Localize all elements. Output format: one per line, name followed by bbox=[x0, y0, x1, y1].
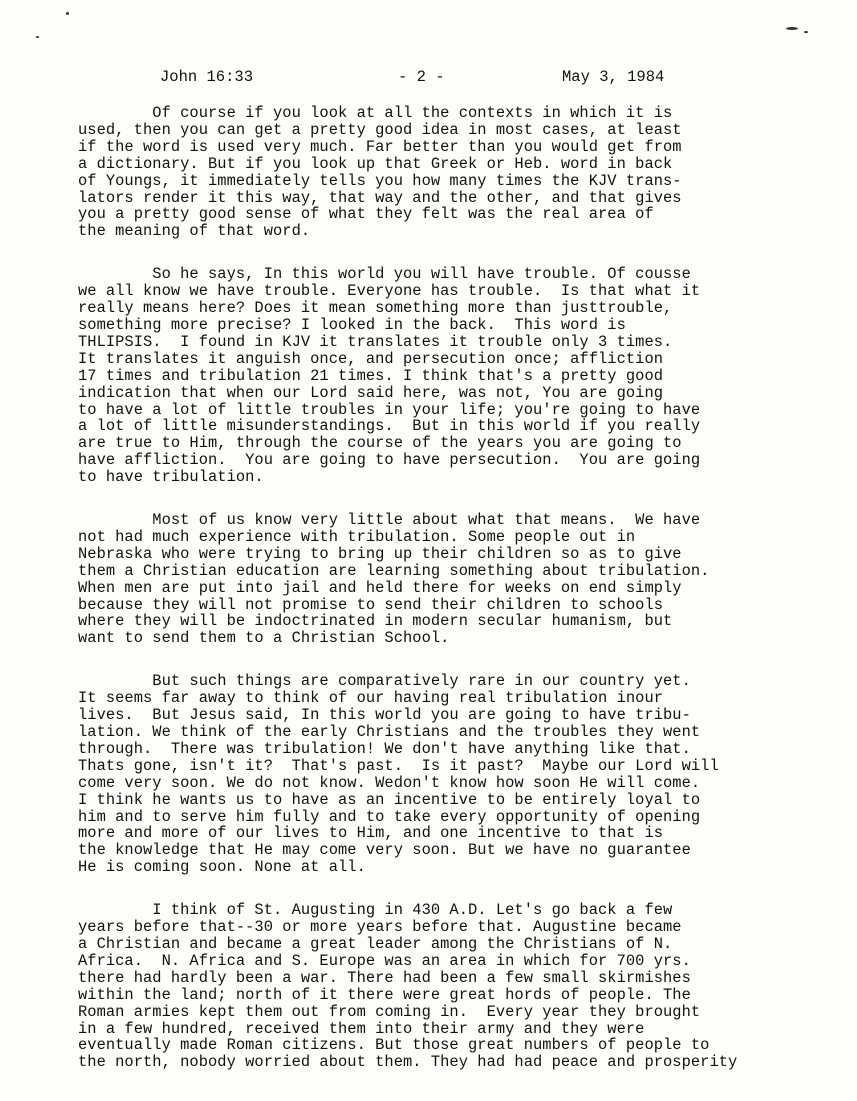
text-line: there had hardly been a war. There had been a few small skirmishes bbox=[78, 968, 691, 987]
text-line: used, then you can get a pretty good idea in most cases, at least bbox=[78, 120, 682, 139]
text-line: lives. But Jesus said, In this world you are going to have tribu- bbox=[78, 706, 691, 725]
text-line: eventually made Roman citizens. But those great numbers of people to bbox=[78, 1036, 710, 1055]
scan-speck bbox=[36, 36, 39, 38]
text-line: Africa. N. Africa and S. Europe was an area in which for 700 yrs. bbox=[78, 951, 691, 970]
paragraph bbox=[78, 512, 818, 647]
page-number: - 2 - bbox=[398, 68, 445, 86]
text-line: you a pretty good sense of what they felt was the real area of bbox=[78, 205, 654, 224]
text-line: something more precise? I looked in the back. This word is bbox=[78, 315, 626, 334]
text-line: where they will be indoctrinated in modern secular humanism, but bbox=[78, 612, 673, 631]
paragraph bbox=[78, 105, 818, 240]
text-line: them a Christian education are learning something about tribulation. bbox=[78, 561, 710, 580]
text-line: to have tribulation. bbox=[78, 468, 264, 487]
paragraph bbox=[78, 902, 818, 1071]
text-line: within the land; north of it there were great hords of people. The bbox=[78, 985, 691, 1004]
text-line: Roman armies kept them out from coming in. Every year they brought bbox=[78, 1002, 701, 1021]
text-line: I think of St. Augusting in 430 A.D. Let's go back a few bbox=[78, 901, 673, 920]
text-line: if the word is used very much. Far better than you would get from bbox=[78, 137, 682, 156]
text-line: in a few hundred, received them into their army and they were bbox=[78, 1019, 645, 1038]
text-line: the north, nobody worried about them. They had had peace and prosperity bbox=[78, 1053, 738, 1072]
text-line: lation. We think of the early Christians and the troubles they went bbox=[78, 723, 701, 741]
text-line: But such things are comparatively rare in our country yet. bbox=[78, 672, 691, 691]
paragraph bbox=[78, 266, 818, 486]
text-line: a Christian and became a great leader among the Christians of N. bbox=[78, 934, 673, 953]
scripture-reference: John 16:33 bbox=[160, 68, 254, 86]
text-line: want to send them to a Christian School. bbox=[78, 629, 450, 648]
page-header bbox=[0, 68, 857, 90]
text-line: THLIPSIS. I found in KJV it translates it trouble only 3 times. bbox=[78, 332, 673, 351]
text-line: Of course if you look at all the contexts in which it is bbox=[78, 104, 673, 122]
text-line: of Youngs, it immediately tells you how many times the KJV trans- bbox=[78, 171, 682, 190]
text-line: 17 times and tribulation 21 times. I think that's a pretty good bbox=[78, 366, 664, 385]
text-line: the meaning of that word. bbox=[78, 222, 311, 241]
text-line: more and more of our lives to Him, and one incentive to that is bbox=[78, 824, 664, 843]
text-line: years before that--30 or more years before that. Augustine became bbox=[78, 918, 682, 937]
scan-speck bbox=[66, 12, 69, 15]
text-line: come very soon. We do not know. Wedon't know how soon He will come. bbox=[78, 773, 701, 792]
scan-speck bbox=[786, 27, 798, 30]
paragraph bbox=[78, 673, 818, 876]
text-line: we all know we have trouble. Everyone has trouble. Is that what it bbox=[78, 282, 701, 301]
text-line: He is coming soon. None at all. bbox=[78, 858, 366, 877]
text-line: a dictionary. But if you look up that Greek or Heb. word in back bbox=[78, 154, 673, 173]
text-line: I think he wants us to have as an incentive to be entirely loyal to bbox=[78, 790, 701, 809]
text-line: because they will not promise to send their children to schools bbox=[78, 595, 664, 614]
text-line: not had much experience with tribulation. Some people out in bbox=[78, 527, 636, 546]
text-line: lators render it this way, that way and the other, and that gives bbox=[78, 188, 682, 207]
text-line: to have a lot of little troubles in your life; you're going to have bbox=[78, 400, 701, 419]
text-line: indication that when our Lord said here, was not, You are going bbox=[78, 383, 664, 402]
text-line: Thats gone, isn't it? That's past. Is it past? Maybe our Lord will bbox=[78, 756, 719, 775]
text-line: Nebraska who were trying to bring up their children so as to give bbox=[78, 544, 682, 563]
scan-speck bbox=[804, 31, 808, 33]
sermon-date: May 3, 1984 bbox=[562, 68, 665, 86]
text-line: It seems far away to think of our having real tribulation inour bbox=[78, 689, 664, 708]
text-line: really means here? Does it mean something more than justtrouble, bbox=[78, 299, 673, 318]
text-line: him and to serve him fully and to take every opportunity of opening bbox=[78, 807, 701, 826]
text-line: When men are put into jail and held there for weeks on end simply bbox=[78, 578, 682, 597]
text-line: Most of us know very little about what that means. We have bbox=[78, 511, 701, 530]
text-line: It translates it anguish once, and persecution once; affliction bbox=[78, 349, 664, 368]
body-text bbox=[78, 105, 818, 1097]
text-line: through. There was tribulation! We don't have anything like that. bbox=[78, 739, 691, 758]
text-line: a lot of little misunderstandings. But in this world if you really bbox=[78, 417, 701, 436]
text-line: are true to Him, through the course of the years you are going to bbox=[78, 434, 682, 453]
text-line: have affliction. You are going to have persecution. You are going bbox=[78, 451, 701, 470]
text-line: the knowledge that He may come very soon. But we have no guarantee bbox=[78, 841, 691, 860]
text-line: So he says, In this world you will have trouble. Of cousse bbox=[78, 265, 691, 284]
